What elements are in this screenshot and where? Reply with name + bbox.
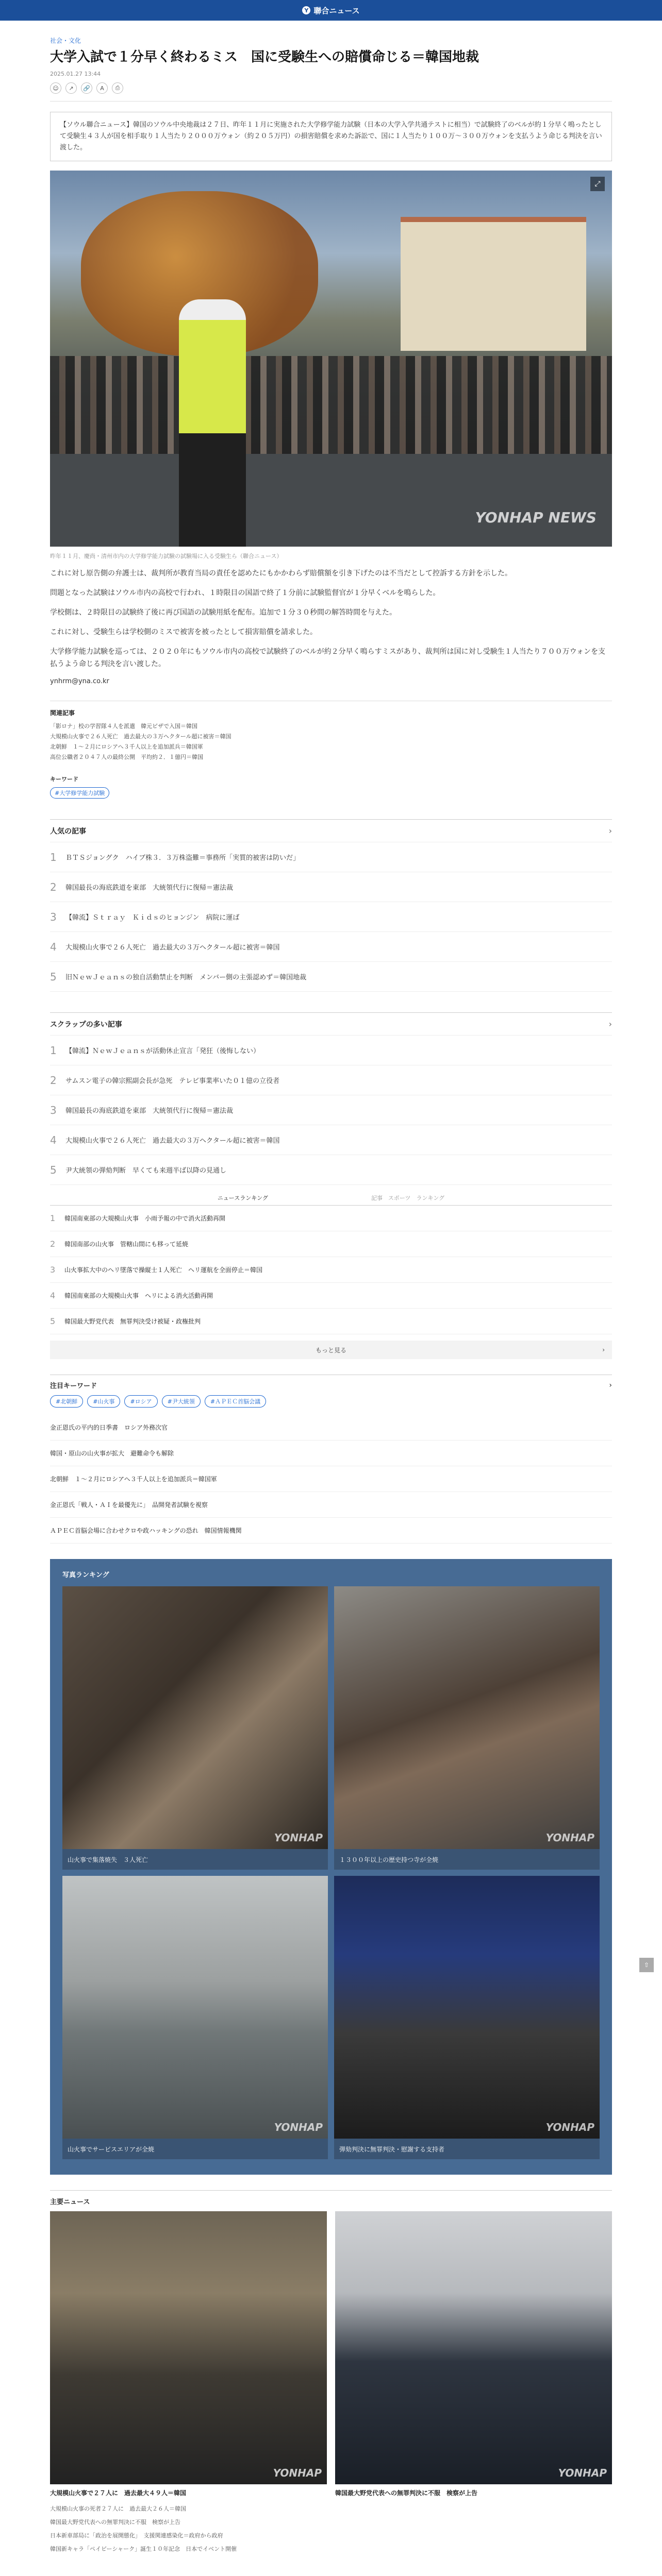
hot-keywords-title: 注目キーワード — [50, 1382, 97, 1390]
article-paragraph: 学校側は、２時限目の試験終了後に再び国語の試験用紙を配布。追加で１分３０秒間の解答時間を与えた。 — [50, 608, 396, 617]
link-icon[interactable]: 🔗 — [81, 82, 92, 94]
list-item[interactable]: 大規模山火事の死者２７人に 過去最大２６人＝韓国 — [50, 2505, 186, 2512]
list-item[interactable]: 1 【韓流】ＮｅｗＪｅａｎｓが活動休止宣言「発狂（後悔しない） — [50, 1036, 612, 1065]
top-bar — [0, 0, 662, 21]
photo-card[interactable]: YONHAP 山火事でサービスエリアが全焼 — [62, 1876, 328, 2159]
article-date: 2025.01.27 13:44 — [50, 71, 101, 77]
article-category[interactable]: 社会・文化 — [50, 37, 81, 44]
article-paragraph: 問題となった試験はソウル市内の高校で行われ、１時限目の国語で終了１分前に試験監督官が１分早くベルを鳴らした。 — [50, 589, 440, 597]
chevron-right-icon[interactable]: › — [609, 1381, 612, 1389]
main-news-card[interactable]: YONHAP 韓国最大野党代表への無罪判決に不服 検察が上告 — [335, 2211, 612, 2556]
related-item[interactable]: 高位公職者２０４７人の最終公開 平均約２．１億円＝韓国 — [50, 754, 203, 760]
chevron-right-icon: › — [602, 1346, 605, 1353]
keyword-tag[interactable]: #北朝鮮 — [50, 1395, 83, 1408]
photo-building — [401, 217, 586, 351]
news-ranking-title[interactable]: ニュースランキング — [217, 1194, 268, 1201]
news-ranking-section — [50, 1190, 612, 1359]
keyword-tag[interactable]: #尹大統領 — [162, 1395, 201, 1408]
scrap-title: スクラップの多い記事 — [50, 1020, 122, 1029]
list-item[interactable]: 2 韓国南部の山火事 管轄山間にも移って延焼 — [50, 1231, 612, 1257]
popular-section — [50, 819, 612, 992]
photo-card[interactable]: YONHAP 弾劾判決に無罪判決・慰謝する支持者 — [334, 1876, 600, 2159]
related-item[interactable]: 「影ロナ」校の学習隊４人を派遣 韓元ビザで入国＝韓国 — [50, 723, 197, 730]
article-paragraph: これに対し原告側の弁護士は、裁判所が教育当局の責任を認めたにもかかわらず賠償額を引き下げたのは不当だとして控訴する方針を示した。 — [50, 569, 512, 578]
list-item[interactable]: 韓国新キャラ「ペイビーシャーク」誕生１０年記念 日本でイベント開催 — [50, 2546, 237, 2552]
list-item[interactable]: 5 韓国最大野党代表 無罪判決受け被疑・政権批判 — [50, 1309, 612, 1334]
photo-road — [50, 454, 612, 547]
list-item[interactable]: 金正恩氏「戦人・ＡＩを最優先に」 品開発者試験を視察 — [50, 1492, 612, 1518]
article-tools — [50, 82, 612, 94]
print-icon[interactable]: ⎙ — [112, 82, 123, 94]
hot-keywords-section — [50, 1375, 612, 1544]
list-item[interactable]: 1 ＢＴＳジョングク ハイブ株３．３万株盗難＝事務所「実質的被害は防いだ」 — [50, 842, 612, 872]
article-summary: 【ソウル聯合ニュース】韓国のソウル中央地裁は２７日、昨年１１月に実施された大学修学能力試験（日本の大学入学共通テストに相当）で試験終了のベルが約１分早く鳴ったとして受験生４３人が国を相手取り１人当たり２０００万ウォン（約２０５万円）の損害賠償を求めた訴訟で、国に１人当たり１００万〜３００万ウォンを支払うよう命じる判決を言い渡した。 — [50, 112, 612, 161]
font-size-icon[interactable]: A — [96, 82, 108, 94]
chevron-right-icon[interactable]: › — [608, 1019, 612, 1029]
keyword-title: キーワード — [50, 776, 78, 783]
share-icon[interactable]: ↗ — [65, 82, 77, 94]
article-paragraph: これに対し、受験生らは学校側のミスで被害を被ったとして損害賠償を請求した。 — [50, 628, 317, 636]
list-item[interactable]: 4 大規模山火事で２６人死亡 過去最大の３万ヘクタール超に被害＝韓国 — [50, 932, 612, 962]
list-item[interactable]: 韓国・原山の山火事が拡大 避難命令も解除 — [50, 1440, 612, 1466]
chevron-right-icon[interactable]: › — [608, 826, 612, 836]
list-item[interactable]: 2 サムスン電子の韓宗熙副会長が急死 テレビ事業率いた０１億の立役者 — [50, 1065, 612, 1095]
article-title: 大学入試で１分早く終わるミス 国に受験生への賠償命じる＝韓国地裁 — [50, 49, 479, 65]
list-item[interactable]: ＡＰＥＣ首脳会場に合わせクロや政ハッキングの恐れ 韓国情報機関 — [50, 1518, 612, 1544]
scrap-section — [50, 1012, 612, 1185]
scroll-top-icon[interactable]: ⇧ — [639, 1958, 654, 1972]
related-item[interactable]: 大規模山火事で２６人死亡 過去最大の３万ヘクタール超に被害＝韓国 — [50, 733, 231, 740]
article-body — [50, 567, 612, 670]
photo-card[interactable]: YONHAP 山火事で集落焼失 ３人死亡 — [62, 1586, 328, 1870]
logo-mark-icon: Y — [302, 6, 310, 14]
keyword-tag[interactable]: #山火事 — [87, 1395, 120, 1408]
list-item[interactable]: 日本新車部局に「政治を展開態化」 支援関連感染化＝政府から政府 — [50, 2532, 223, 2539]
main-news-title: 主要ニュース — [50, 2198, 90, 2206]
reaction-icon[interactable]: ☺ — [50, 82, 61, 94]
logo-text: 聯合ニュース — [313, 6, 360, 15]
article-photo — [50, 171, 612, 547]
related-articles — [50, 701, 612, 799]
list-item[interactable]: 北朝鮮 １〜２月にロシアへ３千人以上を追加派兵＝韓国軍 — [50, 1466, 612, 1492]
list-item[interactable]: 1 韓国南東部の大規模山火事 小雨予報の中で消火活動再開 — [50, 1206, 612, 1231]
list-item[interactable]: 3 【韓流】Ｓｔｒａｙ Ｋｉｄｓのヒョンジン 病院に運ば — [50, 902, 612, 932]
list-item[interactable]: 金正恩氏の平内的日季書 ロシア外務次官 — [50, 1415, 612, 1440]
popular-title: 人気の記事 — [50, 827, 86, 836]
main-news-card[interactable]: YONHAP 大規模山火事で２７人に 過去最大４９人＝韓国 大規模山火事の死者２７人に 過去最大２６人＝韓国 韓国最大野党代表への無罪判決に不服 検察が上告 日本新車部局に「政治を展開態化」 支援関連感染化＝政府から政府 韓国新キャラ「ペイビーシャーク」誕生１０年記念 日本でイベント開催 — [50, 2211, 327, 2556]
more-button[interactable]: もっと見る › — [50, 1341, 612, 1359]
site-logo[interactable] — [302, 5, 359, 16]
list-item[interactable]: 5 尹大統領の弾劾判断 早くても来週半ば以降の見通し — [50, 1155, 612, 1185]
list-item[interactable]: 5 旧ＮｅｗＪｅａｎｓの独自活動禁止を判断 メンバー側の主張認めず＝韓国地裁 — [50, 962, 612, 992]
list-item[interactable]: 4 大規模山火事で２６人死亡 過去最大の３万ヘクタール超に被害＝韓国 — [50, 1125, 612, 1155]
article-paragraph: 大学修学能力試験を巡っては、２０２０年にもソウル市内の高校で試験終了のベルが約２分早く鳴らすミスがあり、裁判所は国に対し受験生１人当たり７００万ウォンを支払うよう命じる判決を言い渡した。 — [50, 648, 606, 668]
list-item[interactable]: 3 山火事拡大中のヘリ墜落で操縦士１人死亡 ヘリ運航を全面停止＝韓国 — [50, 1257, 612, 1283]
expand-icon[interactable]: ⤢ — [590, 177, 605, 191]
photo-card[interactable]: YONHAP １３００年以上の歴史持つ寺が全焼 — [334, 1586, 600, 1870]
photo-ranking-section — [50, 1559, 612, 2175]
list-item[interactable]: 韓国最大野党代表への無罪判決に不服 検察が上告 — [50, 2519, 180, 2526]
keyword-tag[interactable]: #ロシア — [124, 1395, 157, 1408]
news-ranking-sub[interactable]: 記事 スポーツ ランキング — [371, 1194, 445, 1201]
related-item[interactable]: 北朝鮮 １〜２月にロシアへ３千人以上を追加派兵＝韓国軍 — [50, 743, 203, 750]
photo-officer — [179, 299, 246, 547]
keyword-tag[interactable]: #ＡＰＥＣ首脳会議 — [205, 1395, 266, 1408]
main-news-section — [50, 2190, 612, 2556]
photo-watermark: YONHAP NEWS — [475, 509, 597, 526]
photo-caption: 昨年１１月、慶尚・清州市内の大学修学能力試験の試験場に入る受験生ら（聯合ニュース） — [50, 553, 283, 560]
list-item[interactable]: 3 韓国最長の海底鉄道を東部 大統領代行に復帰＝憲法裁 — [50, 1095, 612, 1125]
related-title: 関連記事 — [50, 709, 75, 717]
article-byline: ynhrm@yna.co.kr — [50, 677, 109, 685]
list-item[interactable]: 4 韓国南東部の大規模山火事 ヘリによる消火活動再開 — [50, 1283, 612, 1309]
list-item[interactable]: 2 韓国最長の海底鉄道を東部 大統領代行に復帰＝憲法裁 — [50, 872, 612, 902]
photo-ranking-title: 写真ランキング — [62, 1571, 109, 1579]
keyword-tag[interactable]: #大学修学能力試験 — [50, 787, 109, 799]
photo-crowd — [50, 356, 612, 459]
